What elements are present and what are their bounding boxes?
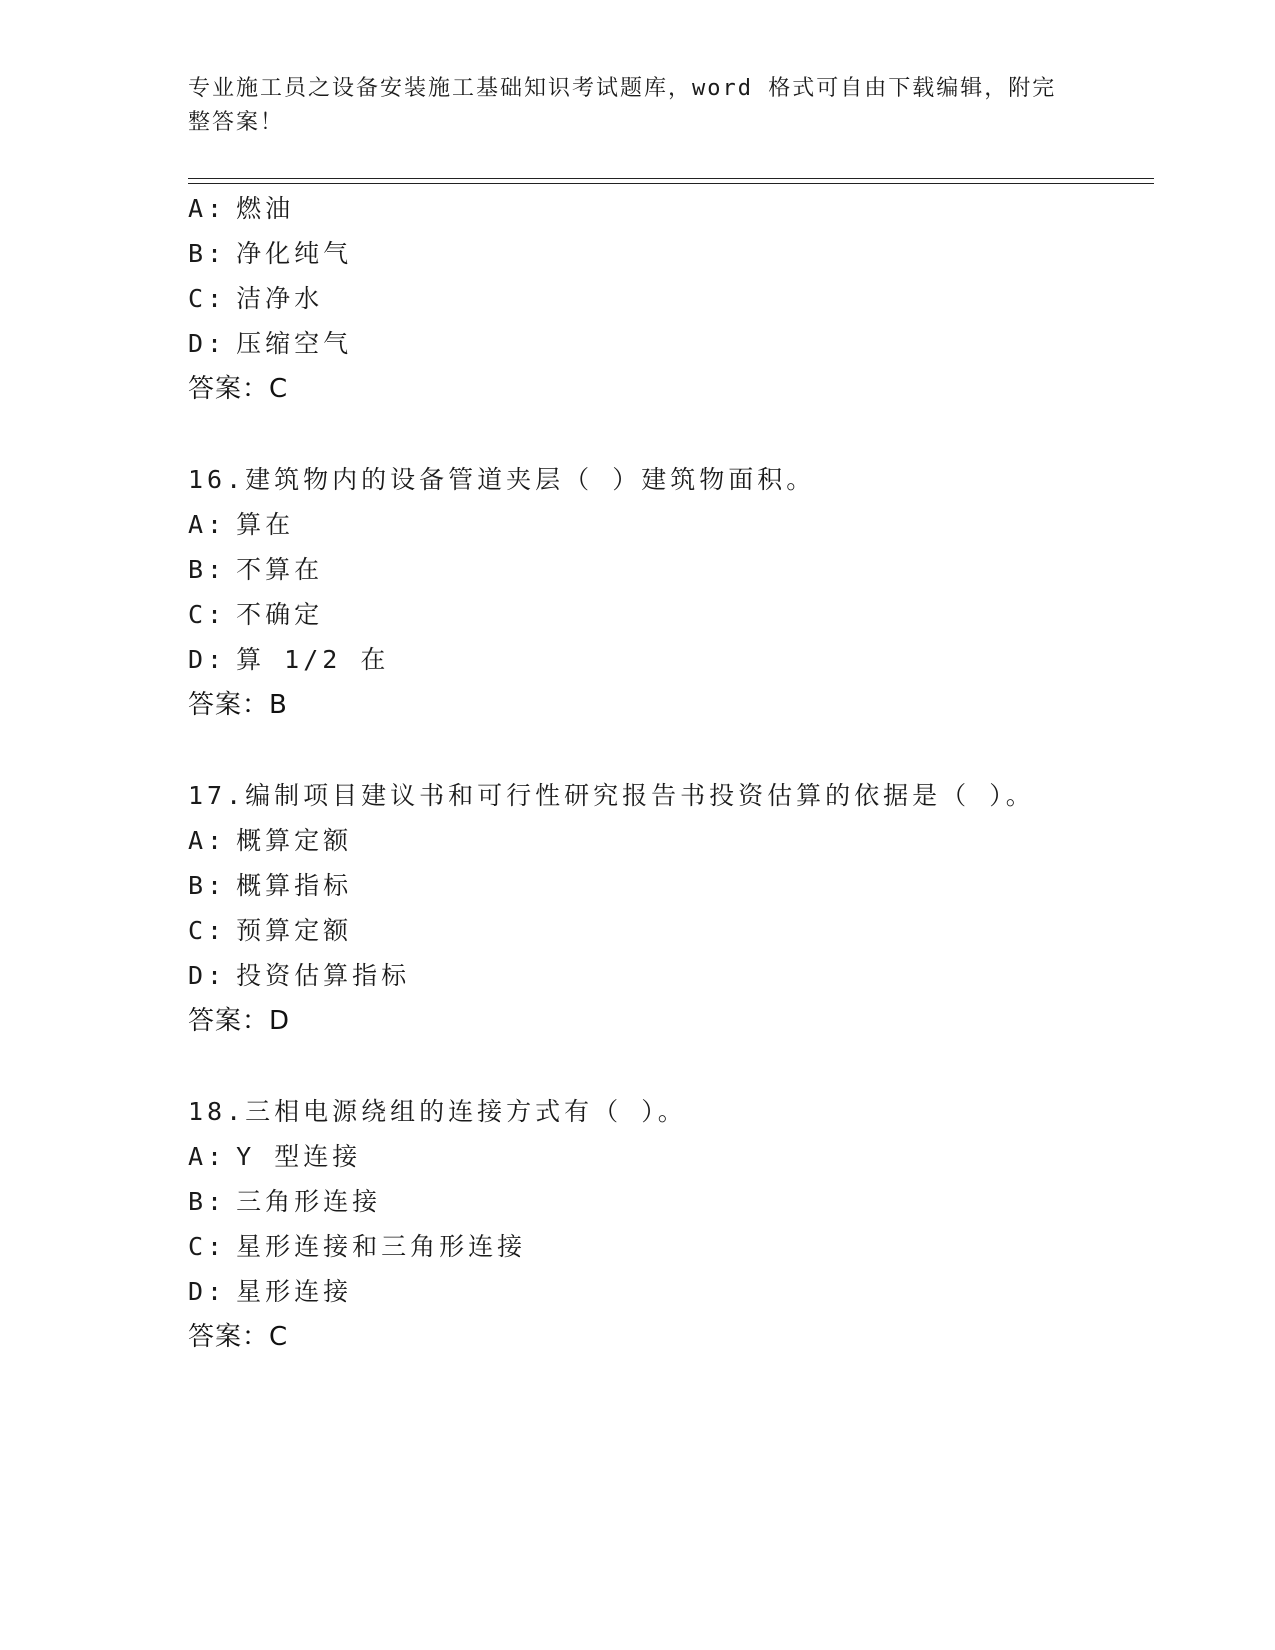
option-text: 净化纯气 <box>236 239 353 268</box>
q15-answer: 答案：C <box>188 374 289 404</box>
q16-option-a <box>188 508 294 542</box>
option-letter: D: <box>188 1277 227 1306</box>
option-letter: B: <box>188 239 227 268</box>
q18-option-c <box>188 1230 526 1264</box>
option-text: 洁净水 <box>236 284 324 313</box>
option-letter: A: <box>188 194 227 223</box>
header-divider-bottom <box>188 183 1154 184</box>
q16-answer: 答案：B <box>188 690 288 720</box>
option-text: 燃油 <box>236 194 295 223</box>
option-letter: C: <box>188 916 227 945</box>
q15-option-a <box>188 192 294 226</box>
header-line-1: 专业施工员之设备安装施工基础知识考试题库，word 格式可自由下载编辑，附完 <box>188 76 1057 101</box>
header-divider-top <box>188 178 1154 179</box>
option-letter: C: <box>188 1232 227 1261</box>
option-letter: D: <box>188 645 227 674</box>
option-letter: C: <box>188 600 227 629</box>
q17-answer: 答案：D <box>188 1006 291 1036</box>
q18-answer: 答案：C <box>188 1322 289 1352</box>
option-text: 投资估算指标 <box>236 961 411 990</box>
option-text: 压缩空气 <box>236 329 353 358</box>
document-header <box>188 72 1088 140</box>
q16-option-c <box>188 598 323 632</box>
option-letter: D: <box>188 329 227 358</box>
q17-option-d <box>188 959 410 993</box>
option-text: 预算定额 <box>236 916 353 945</box>
option-text: 算在 <box>236 510 295 539</box>
option-text: 三角形连接 <box>236 1187 382 1216</box>
option-text: 星形连接 <box>236 1277 353 1306</box>
option-letter: B: <box>188 1187 227 1216</box>
q15-option-c <box>188 282 323 316</box>
option-letter: C: <box>188 284 227 313</box>
option-letter: B: <box>188 871 227 900</box>
header-line-2: 整答案！ <box>188 110 285 135</box>
q16-option-b <box>188 553 323 587</box>
option-text: 算 1/2 在 <box>236 645 390 674</box>
option-text: 星形连接和三角形连接 <box>236 1232 527 1261</box>
option-letter: D: <box>188 961 227 990</box>
q15-option-b <box>188 237 352 271</box>
option-text: 概算定额 <box>236 826 353 855</box>
q17-option-a <box>188 824 352 858</box>
q18-option-d <box>188 1275 352 1309</box>
q16-question: 16.建筑物内的设备管道夹层（ ）建筑物面积。 <box>188 465 816 494</box>
q18-question: 18.三相电源绕组的连接方式有（ ）。 <box>188 1097 687 1126</box>
q15-option-d <box>188 327 352 361</box>
option-letter: A: <box>188 826 227 855</box>
q17-option-b <box>188 869 352 903</box>
option-text: 不确定 <box>236 600 324 629</box>
option-text: Y 型连接 <box>236 1142 362 1171</box>
option-letter: A: <box>188 510 227 539</box>
option-letter: B: <box>188 555 227 584</box>
option-letter: A: <box>188 1142 227 1171</box>
q17-option-c <box>188 914 352 948</box>
option-text: 概算指标 <box>236 871 353 900</box>
q18-option-a <box>188 1140 361 1174</box>
q16-option-d <box>188 643 389 677</box>
option-text: 不算在 <box>236 555 324 584</box>
q18-option-b <box>188 1185 381 1219</box>
q17-question: 17.编制项目建议书和可行性研究报告书投资估算的依据是（ ）。 <box>188 781 1035 810</box>
